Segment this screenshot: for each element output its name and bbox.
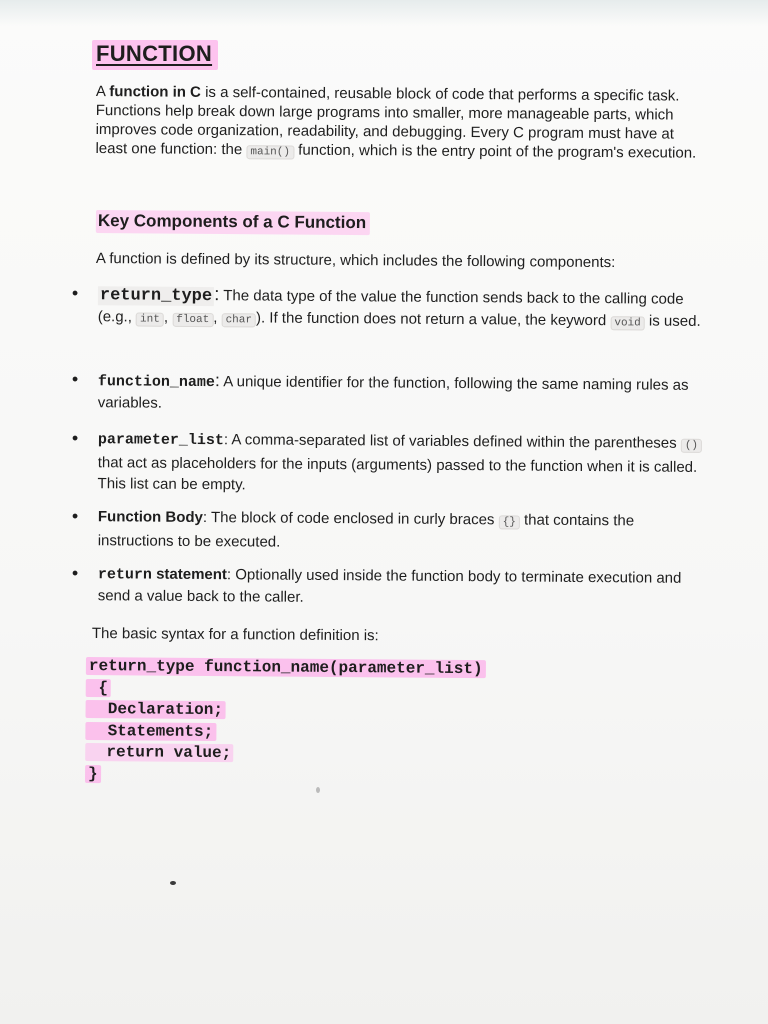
paper-speck [170,881,176,885]
intro-text-3: function, which is the entry point of the program's execution. [293,141,697,162]
item-text: The data type of the value the function sends back to the calling code (e.g., [97,287,684,326]
item-text: Optionally used inside the function body to terminate execution and send a value back to the caller. [97,566,682,606]
code-int: int [136,313,164,327]
code-parens: () [681,439,702,453]
page-edge-shadow [0,0,768,26]
list-item-parameter-list [71,428,711,499]
term-return-type: return_type [99,286,213,307]
code-line-statements: Statements; [85,721,216,740]
item-text: A comma-separated list of variables defined within the parentheses [228,431,681,452]
item-text: The block of code enclosed in curly braces [207,509,499,529]
code-braces: {} [499,515,520,529]
list-item-function-name [72,369,712,418]
code-line-return: return value; [87,743,232,763]
separator: : [214,370,221,391]
paper-speck [316,787,320,793]
bullet-dot: • [71,283,79,304]
item-text-3: is used. [644,312,701,330]
code-line-signature: return_type function_name(parameter_list) [86,657,486,678]
term-return: return [97,566,152,584]
code-void: void [610,316,645,330]
intro-text-1: A [95,82,110,101]
code-float: float [172,313,213,327]
item-text-2: that act as placeholders for the inputs (arguments) passed to the function when it is called. This list can be empty. [97,454,698,494]
item-text: A unique identifier for the function, following the same naming rules as variables. [97,373,689,412]
list-item-function-body [72,506,712,556]
term-function-name: function_name [97,373,215,392]
bullet-dot: • [71,563,79,584]
list-item-return-statement [72,563,712,611]
code-char: char [222,313,257,327]
syntax-code-block [85,656,566,789]
page-title: FUNCTION [92,40,218,70]
code-line-declaration: Declaration; [86,700,227,719]
term-statement: statement [151,565,228,584]
separator: : [214,284,220,306]
intro-bold: function in C [109,83,202,101]
separator: : [202,509,208,527]
section-intro: A function is defined by its structure, which includes the following components: [95,249,616,272]
list-item-return-type: • return_type: The data type of the value the function sends back to the calling code (e.g., int , float , char ). If the function does not return a value, the keyword void is used. [71,283,701,330]
term-function-body: Function Body [97,508,203,527]
item-text-2: ). If the function does not return a value, the keyword [255,309,611,330]
code-line-open-brace: { [86,678,111,696]
item-text-2: that contains the instructions to be executed. [97,511,635,551]
bullet-dot: • [71,369,79,390]
separator: : [226,566,232,584]
main-code: main() [246,145,294,159]
syntax-intro: The basic syntax for a function definition is: [91,624,379,645]
intro-text-2: is a self-contained, reusable block of code that performs a specific task. Functions help break down large programs into smaller, more manageable parts, which improves code organization, readability, and debugging. Every C program must have at least one function: the [95,83,680,159]
term-parameter-list: parameter_list [97,431,225,450]
section-heading: Key Components of a C Function [96,210,370,235]
code-line-close-brace: } [85,764,101,782]
intro-paragraph [95,82,708,166]
bullet-dot: • [71,428,79,449]
separator: : [223,431,229,449]
bullet-dot: • [71,506,79,527]
